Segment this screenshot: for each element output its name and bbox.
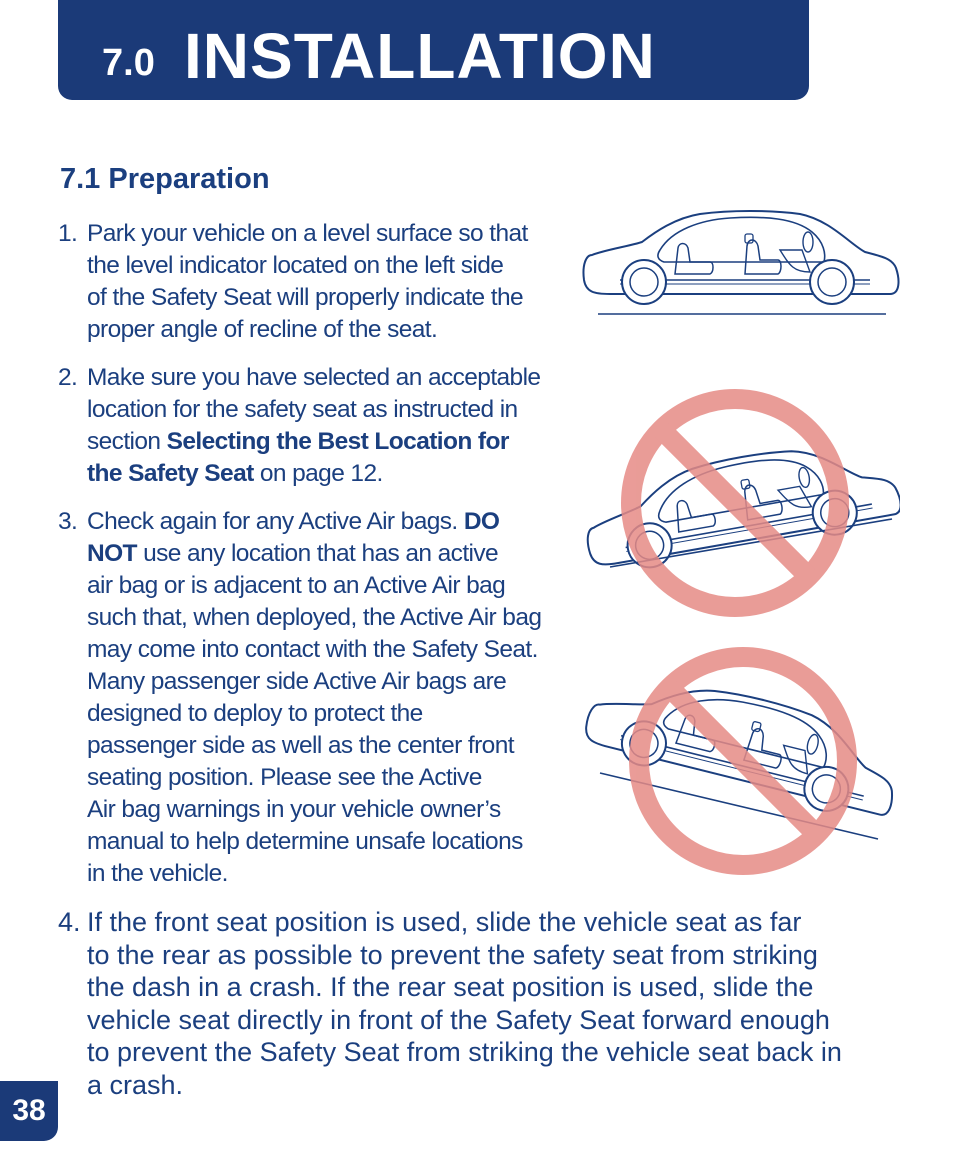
item-number: 3. [58, 508, 78, 535]
item-line: a crash. [87, 1069, 184, 1100]
prohibited-icon [631, 399, 839, 607]
item-line: Park your vehicle on a level surface so that [87, 220, 528, 247]
item-line: may come into contact with the Safety Seat. [87, 636, 538, 663]
item-line: If the front seat position is used, slide the vehicle seat as far [87, 907, 802, 937]
warning-text: NOT [87, 540, 137, 567]
item-number: 1. [58, 220, 78, 247]
item-line: in the vehicle. [87, 860, 228, 887]
item-line: proper angle of recline of the seat. [87, 316, 438, 343]
item-line: passenger side as well as the center front [87, 732, 514, 759]
item-text [87, 362, 540, 490]
item-line: to the rear as possible to prevent the safety seat from striking [87, 939, 818, 970]
page-reference: on page 12. [253, 460, 383, 487]
item-text [87, 906, 918, 1101]
item-text [87, 218, 528, 346]
item-line: designed to deploy to protect the [87, 700, 423, 727]
instruction-item-3 [58, 506, 541, 890]
subsection-title: 7.1 Preparation [60, 163, 270, 195]
warning-text: DO [463, 508, 500, 535]
item-line: such that, when deployed, the Active Air bag [87, 604, 542, 631]
prohibited-icon [639, 657, 847, 865]
item-line: air bag or is adjacent to an Active Air bag [87, 572, 506, 599]
section-header [58, 0, 809, 100]
section-reference: Selecting the Best Location for [166, 428, 509, 455]
section-title: INSTALLATION [184, 20, 656, 92]
item-line: to prevent the Safety Seat from striking the vehicle seat back in [87, 1037, 842, 1067]
car-incline-icon [580, 385, 900, 625]
item-text [87, 506, 541, 890]
item-line: section [87, 428, 167, 455]
instruction-item-2 [58, 362, 540, 490]
item-number: 4. [58, 907, 81, 937]
item-line: manual to help determine unsafe locations [87, 828, 523, 855]
item-line: the dash in a crash. If the rear seat position is used, slide the [87, 972, 814, 1002]
item-line: use any location that has an active [136, 540, 499, 567]
section-reference: the Safety Seat [87, 460, 254, 487]
section-number: 7.0 [102, 42, 155, 84]
item-line: vehicle seat directly in front of the Safety Seat forward enough [87, 1004, 830, 1035]
item-line: the level indicator located on the left side [87, 252, 504, 279]
item-number: 2. [58, 364, 78, 391]
item-line: Many passenger side Active Air bags are [87, 668, 507, 695]
car-level-icon [580, 208, 900, 320]
item-line: seating position. Please see the Active [87, 764, 482, 791]
page-number: 38 [0, 1081, 58, 1141]
item-line: of the Safety Seat will properly indicate the [87, 284, 524, 311]
item-line: Make sure you have selected an acceptable [87, 364, 541, 391]
car-decline-icon [580, 645, 900, 885]
instruction-item-1 [58, 218, 528, 346]
item-line: Air bag warnings in your vehicle owner’s [87, 796, 501, 823]
item-line: Check again for any Active Air bags. [87, 508, 464, 535]
item-line: location for the safety seat as instructed in [87, 396, 518, 423]
instruction-item-4 [58, 906, 918, 1101]
